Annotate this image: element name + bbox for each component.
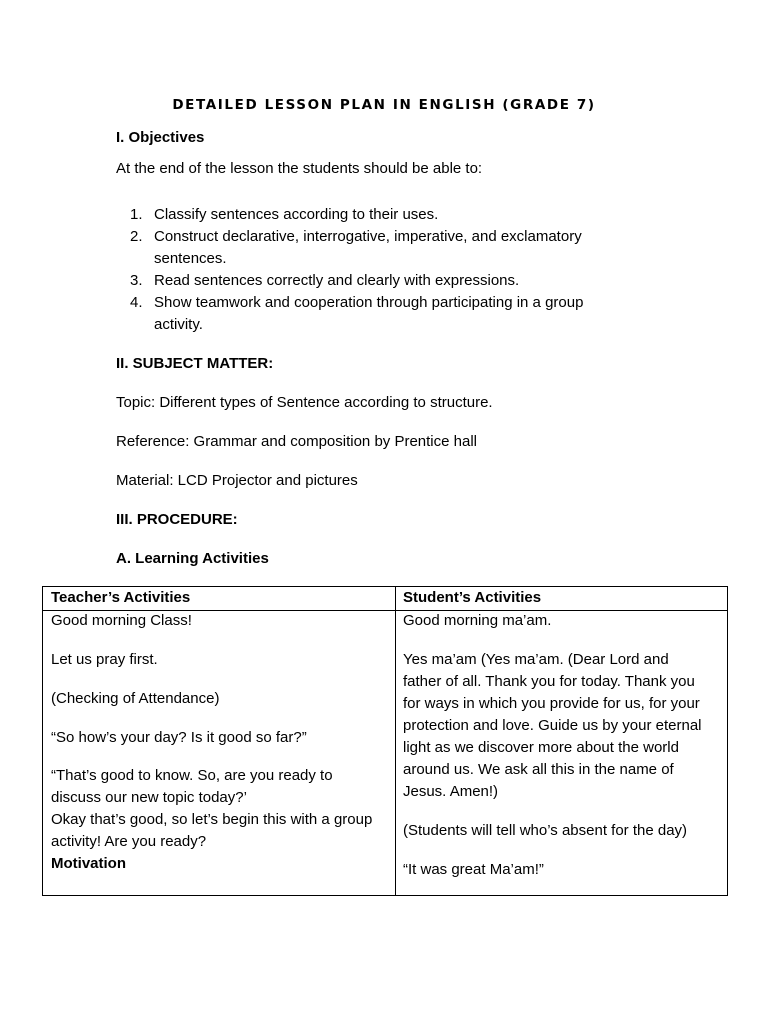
reference-line: Reference: Grammar and composition by Prentice hall bbox=[116, 433, 477, 450]
activities-table bbox=[42, 586, 728, 896]
objective-text: Show teamwork and cooperation through participating in a group bbox=[154, 294, 584, 311]
teacher-activity-line: activity! Are you ready? bbox=[51, 833, 207, 850]
topic-line: Topic: Different types of Sentence according to structure. bbox=[116, 394, 493, 411]
student-activity-line: protection and love. Guide us by your eternal bbox=[403, 717, 702, 734]
learning-activities-heading: A. Learning Activities bbox=[116, 550, 269, 567]
teacher-activity-line: discuss our new topic today?’ bbox=[51, 789, 247, 806]
student-activity-line: for ways in which you provide for us, for your bbox=[403, 695, 700, 712]
student-column-header: Student’s Activities bbox=[403, 589, 542, 606]
student-activity-line: “It was great Ma’am!” bbox=[403, 861, 544, 878]
objective-text: activity. bbox=[154, 316, 203, 333]
procedure-heading: III. PROCEDURE: bbox=[116, 511, 238, 528]
subject-matter-heading: II. SUBJECT MATTER: bbox=[116, 355, 274, 372]
student-activity-line: Yes ma’am (Yes ma’am. (Dear Lord and bbox=[403, 651, 669, 668]
teacher-activity-line: “That’s good to know. So, are you ready to bbox=[51, 767, 333, 784]
student-activity-line: light as we discover more about the world bbox=[403, 739, 679, 756]
student-activity-line: Jesus. Amen!) bbox=[403, 783, 499, 800]
student-activity-line: around us. We ask all this in the name of bbox=[403, 761, 674, 778]
document-title: DETAILED LESSON PLAN IN ENGLISH (GRADE 7) bbox=[172, 97, 596, 113]
teacher-activity-line: Okay that’s good, so let’s begin this with a group bbox=[51, 811, 373, 828]
objective-number: 4. bbox=[130, 294, 143, 311]
motivation-label: Motivation bbox=[51, 855, 126, 872]
objective-number: 2. bbox=[130, 228, 143, 245]
material-line: Material: LCD Projector and pictures bbox=[116, 472, 358, 489]
objective-number: 1. bbox=[130, 206, 143, 223]
table-header-divider bbox=[43, 610, 727, 611]
teacher-column-header: Teacher’s Activities bbox=[51, 589, 191, 606]
objective-text: sentences. bbox=[154, 250, 227, 267]
student-activity-line: (Students will tell who’s absent for the day) bbox=[403, 822, 688, 839]
student-activity-line: father of all. Thank you for today. Thank you bbox=[403, 673, 695, 690]
student-activity-line: Good morning ma’am. bbox=[403, 612, 552, 629]
objective-number: 3. bbox=[130, 272, 143, 289]
objective-text: Construct declarative, interrogative, imperative, and exclamatory bbox=[154, 228, 582, 245]
objectives-heading: I. Objectives bbox=[116, 129, 205, 146]
teacher-activity-line: (Checking of Attendance) bbox=[51, 690, 220, 707]
objective-text: Read sentences correctly and clearly with expressions. bbox=[154, 272, 520, 289]
teacher-activity-line: Let us pray first. bbox=[51, 651, 158, 668]
teacher-activity-line: Good morning Class! bbox=[51, 612, 192, 629]
table-column-divider bbox=[395, 587, 396, 895]
objective-text: Classify sentences according to their uses. bbox=[154, 206, 439, 223]
objectives-intro: At the end of the lesson the students should be able to: bbox=[116, 160, 483, 177]
teacher-activity-line: “So how’s your day? Is it good so far?” bbox=[51, 729, 307, 746]
